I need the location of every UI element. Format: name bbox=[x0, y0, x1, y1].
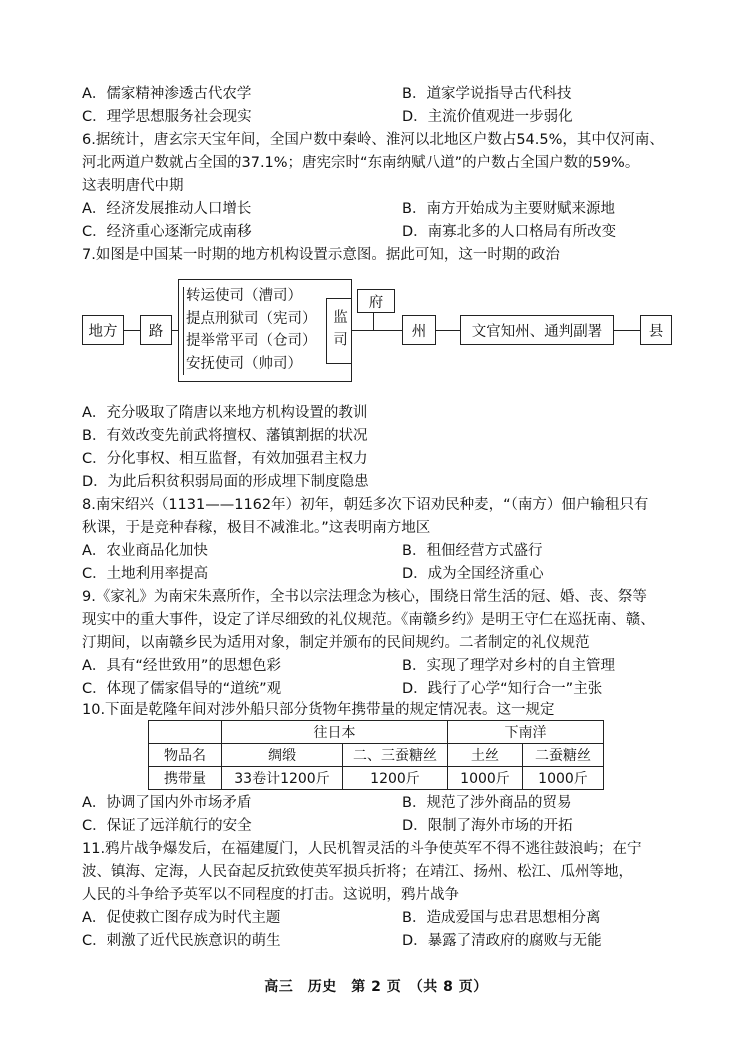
table-cell: 1000斤 bbox=[448, 767, 523, 790]
table-row bbox=[149, 744, 604, 767]
q9-stem-line-1: 9.《家礼》为南宋朱熹所作，全书以宗法理念为核心，围绕日常生活的冠、婚、丧、祭等 bbox=[82, 589, 647, 605]
q7-stem: 7.如图是中国某一时期的地方机构设置示意图。据此可知，这一时期的政治 bbox=[82, 247, 560, 263]
q11-option-c[interactable]: C．刺激了近代民族意识的萌生 bbox=[82, 933, 281, 949]
table-header-row bbox=[149, 721, 604, 744]
brace-line bbox=[183, 287, 184, 375]
q7-option-d[interactable]: D．为此后积贫积弱局面的形成埋下制度隐患 bbox=[82, 474, 369, 490]
sub-agency-list bbox=[186, 285, 317, 375]
connector-jiansi-zhou bbox=[352, 330, 402, 331]
table-cell: 绸缎 bbox=[222, 744, 343, 767]
table-cell: 物品名 bbox=[149, 744, 222, 767]
box-jiansi-label: 监司 bbox=[331, 308, 347, 354]
q5-option-d[interactable]: D．主流价值观进一步弱化 bbox=[402, 109, 573, 125]
q9-stem-line-2: 现实中的重大事件，设定了详尽细致的礼仪规范。《南赣乡约》是明王守仁在巡抚南、赣、 bbox=[82, 612, 655, 628]
q9-option-a[interactable]: A．具有“经世致用”的思想色彩 bbox=[82, 658, 281, 674]
table-cell: 1000斤 bbox=[523, 767, 604, 790]
table-cell: 土丝 bbox=[448, 744, 523, 767]
q10-stem: 10.下面是乾隆年间对涉外船只部分货物年携带量的规定情况表。这一规定 bbox=[82, 702, 555, 718]
sub-agency-tidian: 提点刑狱司（宪司） bbox=[186, 310, 317, 327]
table-cell: 携带量 bbox=[149, 767, 222, 790]
q5-option-a[interactable]: A．儒家精神渗透古代农学 bbox=[82, 86, 252, 102]
q8-stem-line-2: 秋课，于是竞种春稼，极目不减淮北。”这表明南方地区 bbox=[82, 520, 431, 536]
q6-stem-line-1: 6.据统计，唐玄宗天宝年间，全国户数中秦岭、淮河以北地区户数占54.5%，其中仅河南、 bbox=[82, 132, 664, 148]
table-row bbox=[149, 767, 604, 790]
q8-option-c[interactable]: C．土地利用率提高 bbox=[82, 566, 209, 582]
table-corner-cell bbox=[149, 721, 222, 744]
q10-table bbox=[148, 720, 604, 790]
q6-option-d[interactable]: D．南寡北多的人口格局有所改变 bbox=[402, 224, 617, 240]
q6-option-a[interactable]: A．经济发展推动人口增长 bbox=[82, 201, 252, 217]
q10-option-c[interactable]: C．保证了远洋航行的安全 bbox=[82, 818, 252, 834]
q10-option-a[interactable]: A．协调了国内外市场矛盾 bbox=[82, 795, 252, 811]
table-group-japan: 往日本 bbox=[222, 721, 448, 744]
q8-option-a[interactable]: A．农业商品化加快 bbox=[82, 543, 208, 559]
q11-option-d[interactable]: D．暴露了清政府的腐败与无能 bbox=[402, 933, 602, 949]
q11-stem-line-3: 人民的斗争给予英军以不同程度的打击。这说明，鸦片战争 bbox=[82, 887, 459, 903]
box-fu bbox=[357, 289, 395, 313]
box-lu bbox=[140, 315, 172, 345]
box-fu-label: 府 bbox=[368, 294, 384, 311]
box-difang bbox=[82, 315, 124, 345]
q11-option-b[interactable]: B．造成爱国与忠君思想相分离 bbox=[402, 910, 601, 926]
connector-difang-lu bbox=[124, 330, 140, 331]
q10-option-d[interactable]: D．限制了海外市场的开拓 bbox=[402, 818, 573, 834]
box-xian bbox=[640, 315, 672, 345]
q9-option-d[interactable]: D．践行了心学“知行合一”主张 bbox=[402, 681, 603, 697]
q8-stem-line-1: 8.南宋绍兴（1131——1162年）初年，朝廷多次下诏劝民种麦，“（南方）佃户输租只有 bbox=[82, 497, 649, 513]
sub-agency-tiju: 提举常平司（仓司） bbox=[186, 333, 317, 349]
box-zhou-label: 州 bbox=[411, 323, 427, 340]
q7-option-c[interactable]: C．分化事权、相互监督，有效加强君主权力 bbox=[82, 451, 368, 467]
table-cell: 1200斤 bbox=[343, 767, 448, 790]
box-officials bbox=[460, 315, 614, 345]
box-jiansi bbox=[326, 298, 352, 364]
box-xian-label: 县 bbox=[648, 323, 664, 340]
box-difang-label: 地方 bbox=[88, 323, 118, 340]
q9-option-b[interactable]: B．实现了理学对乡村的自主管理 bbox=[402, 658, 615, 674]
q10-option-b[interactable]: B．规范了涉外商品的贸易 bbox=[402, 795, 572, 811]
q7-option-b[interactable]: B．有效改变先前武将擅权、藩镇割据的状况 bbox=[82, 428, 368, 444]
sub-agency-anfu: 安抚使司（帅司） bbox=[186, 355, 302, 372]
sub-agency-zhuanyun: 转运使司（漕司） bbox=[186, 288, 302, 304]
box-lu-label: 路 bbox=[148, 323, 164, 340]
box-officials-label: 文官知州、通判副署 bbox=[471, 323, 603, 340]
q11-stem-line-2: 波、镇海、定海，人民奋起反抗致使英军损兵折将；在靖江、扬州、松江、瓜州等地， bbox=[82, 864, 633, 880]
table-cell: 二、三蚕糖丝 bbox=[343, 744, 448, 767]
table-group-nanyang: 下南洋 bbox=[448, 721, 604, 744]
q11-option-a[interactable]: A．促使救亡图存成为时代主题 bbox=[82, 910, 281, 926]
connector-zhou-officials bbox=[436, 330, 460, 331]
connector-fu-vertical bbox=[373, 313, 374, 330]
box-zhou bbox=[402, 315, 436, 345]
q8-option-d[interactable]: D．成为全国经济重心 bbox=[402, 566, 544, 582]
table-cell: 二蚕糖丝 bbox=[523, 744, 604, 767]
q8-option-b[interactable]: B．租佃经营方式盛行 bbox=[402, 543, 543, 559]
connector-officials-xian bbox=[614, 330, 640, 331]
q9-option-c[interactable]: C．体现了儒家倡导的“道统”观 bbox=[82, 681, 282, 697]
q6-stem-line-3: 这表明唐代中期 bbox=[82, 178, 184, 194]
q5-option-b[interactable]: B．道家学说指导古代科技 bbox=[402, 86, 572, 102]
q5-option-c[interactable]: C．理学思想服务社会现实 bbox=[82, 109, 252, 125]
page-footer: 高三 历史 第 2 页 （共 8 页） bbox=[264, 979, 488, 995]
q6-option-c[interactable]: C．经济重心逐渐完成南移 bbox=[82, 224, 252, 240]
q11-stem-line-1: 11.鸦片战争爆发后，在福建厦门，人民机智灵活的斗争使英军不得不逃往鼓浪屿；在宁 bbox=[82, 841, 642, 857]
q9-stem-line-3: 汀期间，以南赣乡民为适用对象，制定并颁布的民间规约。二者制定的礼仪规范 bbox=[82, 635, 590, 651]
table-cell: 33卷计1200斤 bbox=[222, 767, 343, 790]
q6-stem-line-2: 河北两道户数就占全国的37.1%；唐宪宗时“东南纳赋八道”的户数占全国户数的59%。 bbox=[82, 155, 640, 171]
q7-option-a[interactable]: A．充分吸取了隋唐以来地方机构设置的教训 bbox=[82, 405, 368, 421]
q6-option-b[interactable]: B．南方开始成为主要财赋来源地 bbox=[402, 201, 615, 217]
